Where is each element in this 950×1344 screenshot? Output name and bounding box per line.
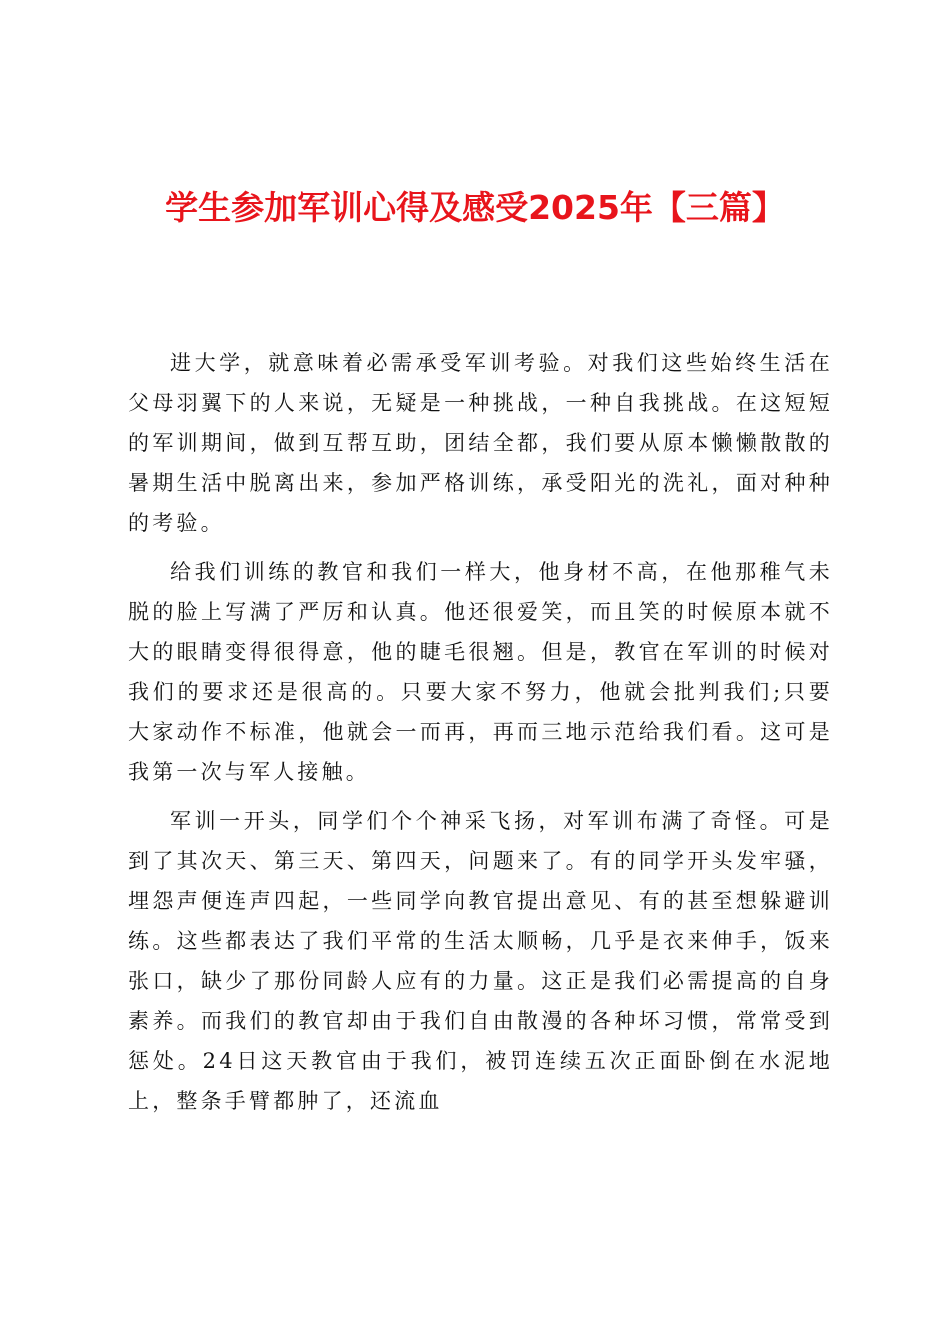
document-body bbox=[128, 343, 833, 1121]
paragraph-1: 进大学，就意味着必需承受军训考验。对我们这些始终生活在父母羽翼下的人来说，无疑是一种挑战，一种自我挑战。在这短短的军训期间，做到互帮互助，团结全都，我们要从原本懒懒散散的暑期生活中脱离出来，参加严格训练，承受阳光的洗礼，面对种种的考验。 bbox=[128, 351, 833, 535]
paragraph-2: 给我们训练的教官和我们一样大，他身材不高，在他那稚气未脱的脸上写满了严厉和认真。他还很爱笑，而且笑的时候原本就不大的眼睛变得很得意，他的睫毛很翘。但是，教官在军训的时候对我们的要求还是很高的。只要大家不努力，他就会批判我们;只要大家动作不标准，他就会一而再，再而三地示范给我们看。这可是我第一次与军人接触。 bbox=[128, 560, 833, 784]
paragraph-3: 军训一开头，同学们个个神采飞扬，对军训布满了奇怪。可是到了其次天、第三天、第四天，问题来了。有的同学开头发牢骚，埋怨声便连声四起，一些同学向教官提出意见、有的甚至想躲避训练。这些都表达了我们平常的生活太顺畅，几乎是衣来伸手，饭来张口，缺少了那份同龄人应有的力量。这正是我们必需提高的自身素养。而我们的教官却由于我们自由散漫的各种坏习惯，常常受到惩处。24日这天教官由于我们，被罚连续五次正面卧倒在水泥地上，整条手臂都肿了，还流血 bbox=[128, 809, 833, 1113]
document-title: 学生参加军训心得及感受2025年【三篇】 bbox=[165, 188, 785, 227]
